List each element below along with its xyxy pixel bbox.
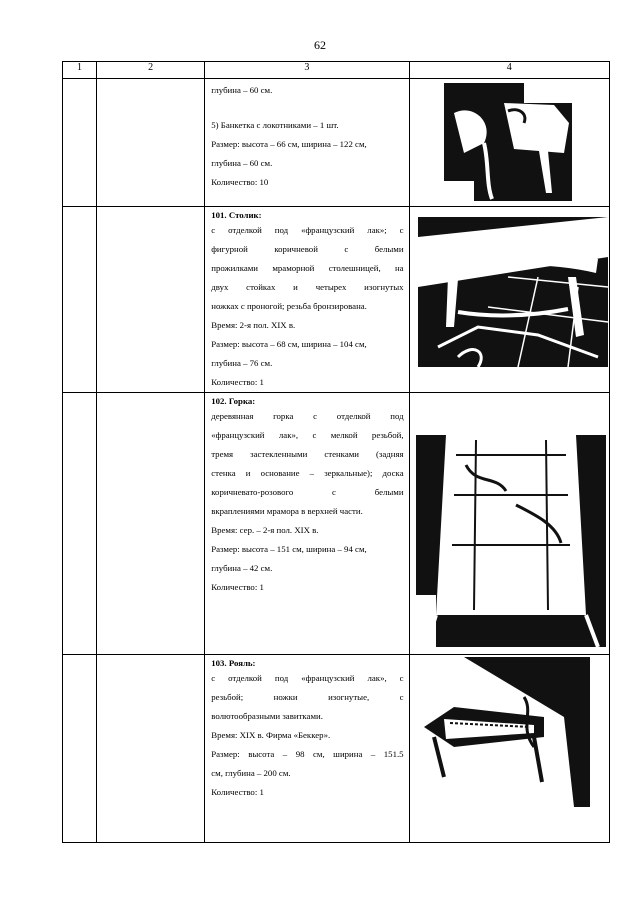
size-line: Размер: высота – 151 см, ширина – 94 см,: [211, 544, 367, 554]
size-line: Размер: высота – 66 см, ширина – 122 см,: [211, 139, 367, 149]
depth-line: глубина – 42 см.: [211, 563, 273, 573]
description-line: ножках с проногой; резьба бронзирована.: [211, 301, 367, 311]
banquette-photo: [444, 83, 572, 201]
description-cell: [205, 655, 409, 843]
description-line: с отделкой под «французский лак», с: [211, 673, 404, 683]
image-cell: [409, 207, 609, 393]
item-title: 101. Столик:: [211, 210, 262, 220]
table-header-row: [63, 62, 610, 79]
catalog-table: [62, 61, 610, 843]
table-row: [63, 393, 610, 655]
header-col-1: 1: [63, 62, 97, 79]
name-cell: [97, 207, 205, 393]
piano-photo: [424, 657, 590, 807]
page-number: 62: [314, 38, 326, 52]
number-cell: [63, 655, 97, 843]
header-col-4: 4: [409, 62, 609, 79]
name-cell: [97, 393, 205, 655]
time-line: Время: сер. – 2-я пол. XIX в.: [211, 525, 319, 535]
depth-line: глубина – 60 см.: [211, 85, 273, 95]
description-line: вкраплениями мрамора в верхней части.: [211, 506, 363, 516]
number-cell: [63, 393, 97, 655]
description-cell: [205, 207, 409, 393]
description-line: фигурной коричневой с белыми: [211, 244, 404, 254]
name-cell: [97, 79, 205, 207]
time-line: Время: XIX в. Фирма «Беккер».: [211, 730, 331, 740]
description-line: двух стойках и четырех изогнутых: [211, 282, 404, 292]
description-line: деревянная горка с отделкой под: [211, 411, 404, 421]
image-cell: [409, 655, 609, 843]
description-line: резьбой; ножки изогнутые, с: [211, 692, 404, 702]
quantity-line: Количество: 1: [211, 787, 264, 797]
number-cell: [63, 207, 97, 393]
depth-line: глубина – 60 см.: [211, 158, 273, 168]
size-line: Размер: высота – 68 см, ширина – 104 см,: [211, 339, 367, 349]
description-line: волютообразными завитками.: [211, 711, 323, 721]
table-row: [63, 207, 610, 393]
description-line: «французский лак», с мелкой резьбой,: [211, 430, 404, 440]
number-cell: [63, 79, 97, 207]
description-line: с отделкой под «французский лак»; с: [211, 225, 404, 235]
description-line: тремя застекленными стенками (задняя: [211, 449, 404, 459]
table-row: [63, 655, 610, 843]
description-cell: [205, 79, 409, 207]
time-line: Время: 2-я пол. XIX в.: [211, 320, 296, 330]
description-line: коричневато-розового с белыми: [211, 487, 404, 497]
header-col-3: 3: [205, 62, 409, 79]
description-line: стенка и основание – зеркальные); доска: [211, 468, 404, 478]
description-line: прожилками мраморной столешницей, на: [211, 263, 404, 273]
image-cell: [409, 79, 609, 207]
item-title: 103. Рояль:: [211, 658, 256, 668]
name-cell: [97, 655, 205, 843]
description-cell: [205, 393, 409, 655]
quantity-line: Количество: 1: [211, 377, 264, 387]
table-photo: [418, 217, 608, 367]
depth-line: глубина – 76 см.: [211, 358, 273, 368]
table-row: [63, 79, 610, 207]
quantity-line: Количество: 1: [211, 582, 264, 592]
image-cell: [409, 393, 609, 655]
depth-line: см, глубина – 200 см.: [211, 768, 291, 778]
quantity-line: Количество: 10: [211, 177, 269, 187]
size-line: Размер: высота – 98 см, ширина – 151.5: [211, 749, 404, 759]
header-col-2: 2: [97, 62, 205, 79]
item-title: 102. Горка:: [211, 396, 256, 406]
item-line: 5) Банкетка с локотниками – 1 шт.: [211, 120, 339, 130]
cabinet-photo: [416, 395, 606, 647]
